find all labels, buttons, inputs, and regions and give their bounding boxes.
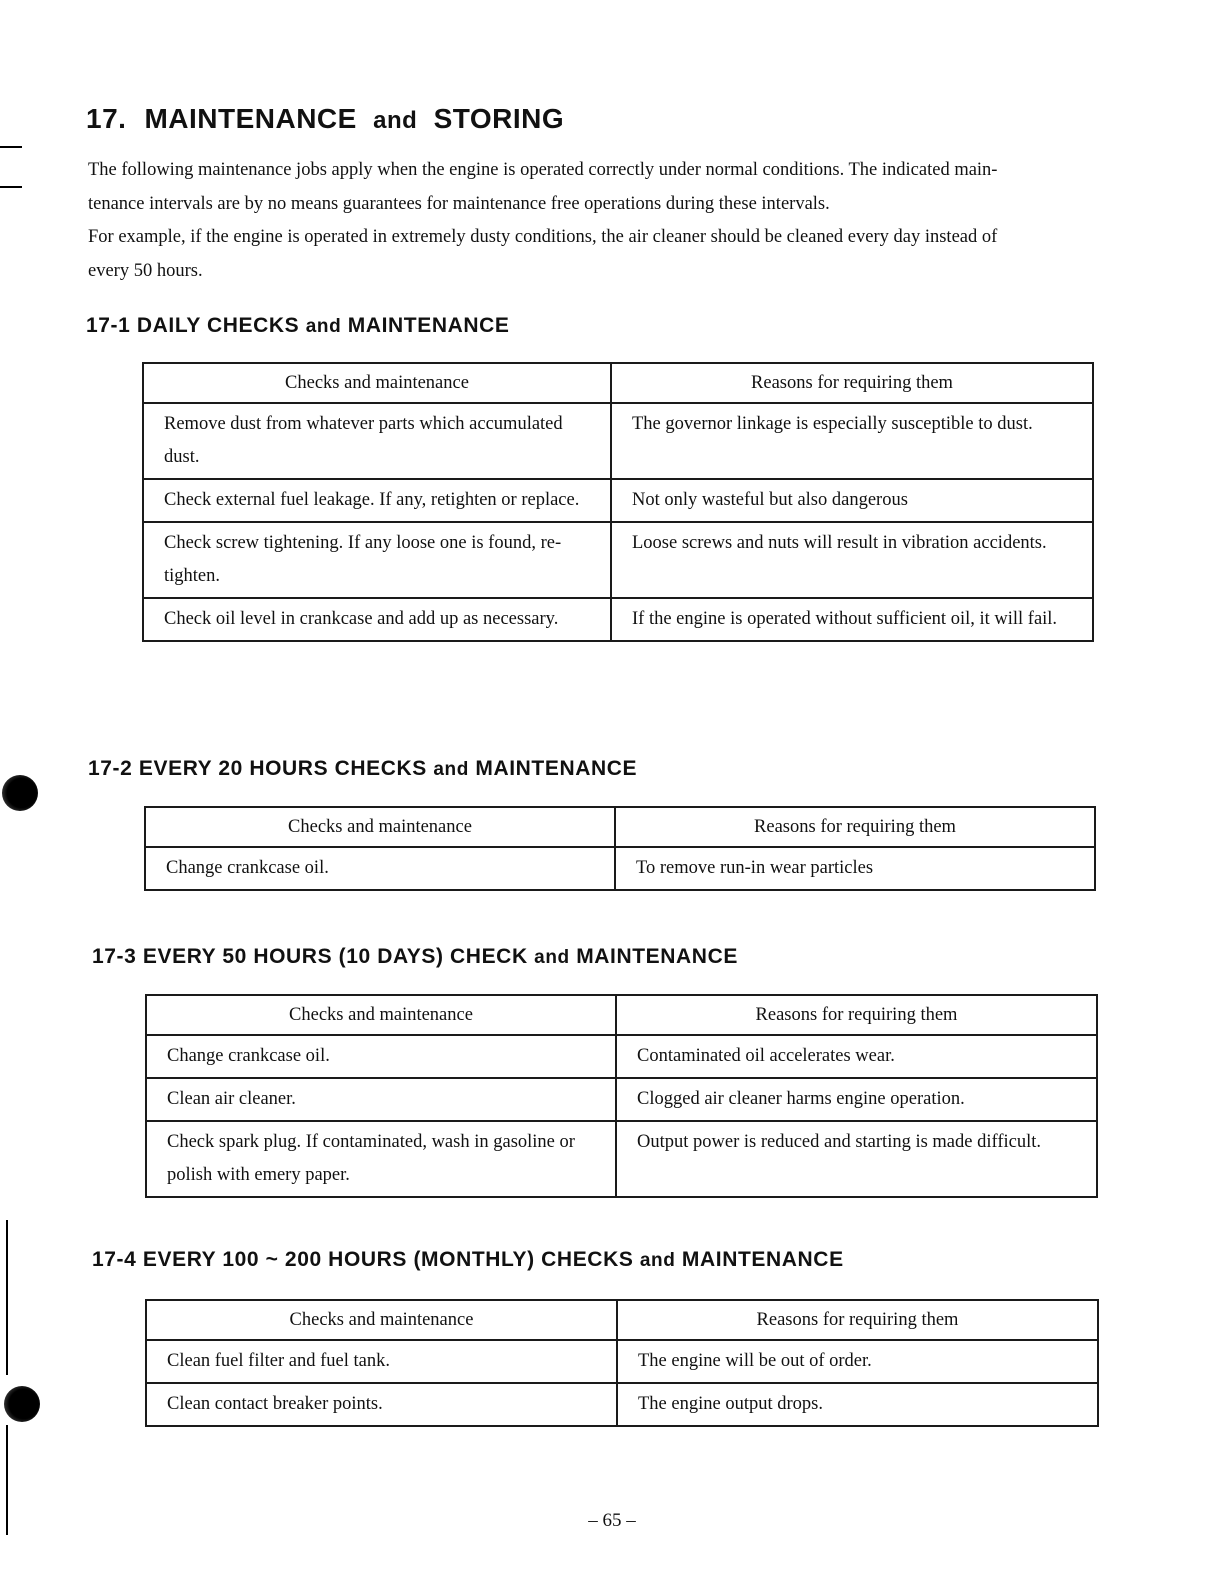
section-heading: MAINTENANCE [576, 945, 738, 968]
table-row [146, 1078, 1097, 1121]
section-heading: EVERY 50 HOURS (10 DAYS) CHECK [142, 945, 528, 968]
section-heading: MAINTENANCE [475, 757, 638, 780]
table-row [146, 1035, 1097, 1078]
table-row [146, 1383, 1098, 1426]
intro-line: tenance intervals are by no means guarantees for maintenance free operations during these intervals. [88, 193, 830, 214]
reason-cell: To remove run-in wear particles [615, 847, 1095, 890]
section-title-17-2 [88, 757, 637, 781]
title-and: and [373, 107, 418, 134]
check-cell: Clean contact breaker points. [146, 1383, 617, 1426]
section-heading: DAILY CHECKS [136, 314, 300, 337]
table-header-row [146, 1300, 1098, 1340]
section-number: 17-1 [86, 314, 131, 337]
section-and: and [639, 1250, 676, 1271]
intro-line: The following maintenance jobs apply when the engine is operated correctly under normal conditions. The indicated main- [88, 160, 998, 180]
section-heading: EVERY 100 ~ 200 HOURS (MONTHLY) CHECKS [142, 1248, 634, 1271]
table-row [143, 479, 1093, 522]
section-number: 17-3 [92, 945, 137, 968]
check-cell: Check oil level in crankcase and add up as necessary. [143, 598, 611, 641]
section-title-17-3 [92, 945, 738, 969]
section-and: and [305, 316, 342, 337]
table-row [143, 403, 1093, 479]
section-and: and [433, 759, 469, 780]
section-title-17-1 [86, 314, 510, 338]
reason-cell: The governor linkage is especially susceptible to dust. [611, 403, 1093, 479]
title-word: STORING [433, 103, 565, 134]
intro-paragraph [88, 154, 1128, 288]
table-row [146, 1121, 1097, 1197]
column-header-reasons: Reasons for requiring them [615, 807, 1095, 847]
table-row [143, 598, 1093, 641]
section-title-17-4 [92, 1248, 844, 1272]
table-row [146, 1340, 1098, 1383]
check-cell: Change crankcase oil. [145, 847, 615, 890]
twenty-hour-checks-table [144, 806, 1096, 891]
check-cell: Check spark plug. If contaminated, wash in gasoline or polish with emery paper. [146, 1121, 616, 1197]
section-number: 17-4 [92, 1248, 137, 1271]
fifty-hour-checks-table [145, 994, 1098, 1198]
column-header-checks: Checks and maintenance [145, 807, 615, 847]
check-cell: Remove dust from whatever parts which accumulated dust. [143, 403, 611, 479]
page-number: – 65 – [588, 1510, 636, 1531]
section-heading: MAINTENANCE [347, 314, 510, 337]
check-cell: Check external fuel leakage. If any, retighten or replace. [143, 479, 611, 522]
check-cell: Clean air cleaner. [146, 1078, 616, 1121]
column-header-reasons: Reasons for requiring them [611, 363, 1093, 403]
binder-hole-lower [4, 1386, 40, 1422]
column-header-reasons: Reasons for requiring them [617, 1300, 1098, 1340]
page-title [86, 103, 564, 135]
column-header-checks: Checks and maintenance [146, 995, 616, 1035]
column-header-reasons: Reasons for requiring them [616, 995, 1097, 1035]
section-number: 17-2 [88, 757, 133, 780]
title-number: 17. [86, 103, 127, 134]
check-cell: Check screw tightening. If any loose one is found, re-tighten. [143, 522, 611, 598]
reason-cell: Contaminated oil accelerates wear. [616, 1035, 1097, 1078]
edge-mark [0, 186, 22, 188]
intro-line: every 50 hours. [88, 260, 203, 281]
reason-cell: Output power is reduced and starting is made difficult. [616, 1121, 1097, 1197]
section-heading: MAINTENANCE [681, 1248, 844, 1271]
table-row [145, 847, 1095, 890]
reason-cell: Not only wasteful but also dangerous [611, 479, 1093, 522]
reason-cell: The engine output drops. [617, 1383, 1098, 1426]
check-cell: Clean fuel filter and fuel tank. [146, 1340, 617, 1383]
daily-checks-table [142, 362, 1094, 642]
table-header-row [143, 363, 1093, 403]
table-header-row [145, 807, 1095, 847]
column-header-checks: Checks and maintenance [146, 1300, 617, 1340]
section-heading: EVERY 20 HOURS CHECKS [138, 757, 427, 780]
edge-mark [6, 1220, 8, 1375]
column-header-checks: Checks and maintenance [143, 363, 611, 403]
monthly-checks-table [145, 1299, 1099, 1427]
section-and: and [534, 947, 570, 968]
edge-mark [0, 146, 22, 148]
title-word: MAINTENANCE [144, 103, 357, 134]
binder-hole-upper [2, 775, 38, 811]
intro-line: For example, if the engine is operated in extremely dusty conditions, the air cleaner should be cleaned every day instead of [88, 227, 998, 247]
reason-cell: Clogged air cleaner harms engine operation. [616, 1078, 1097, 1121]
reason-cell: If the engine is operated without sufficient oil, it will fail. [611, 598, 1093, 641]
reason-cell: Loose screws and nuts will result in vibration accidents. [611, 522, 1093, 598]
table-row [143, 522, 1093, 598]
reason-cell: The engine will be out of order. [617, 1340, 1098, 1383]
check-cell: Change crankcase oil. [146, 1035, 616, 1078]
table-header-row [146, 995, 1097, 1035]
